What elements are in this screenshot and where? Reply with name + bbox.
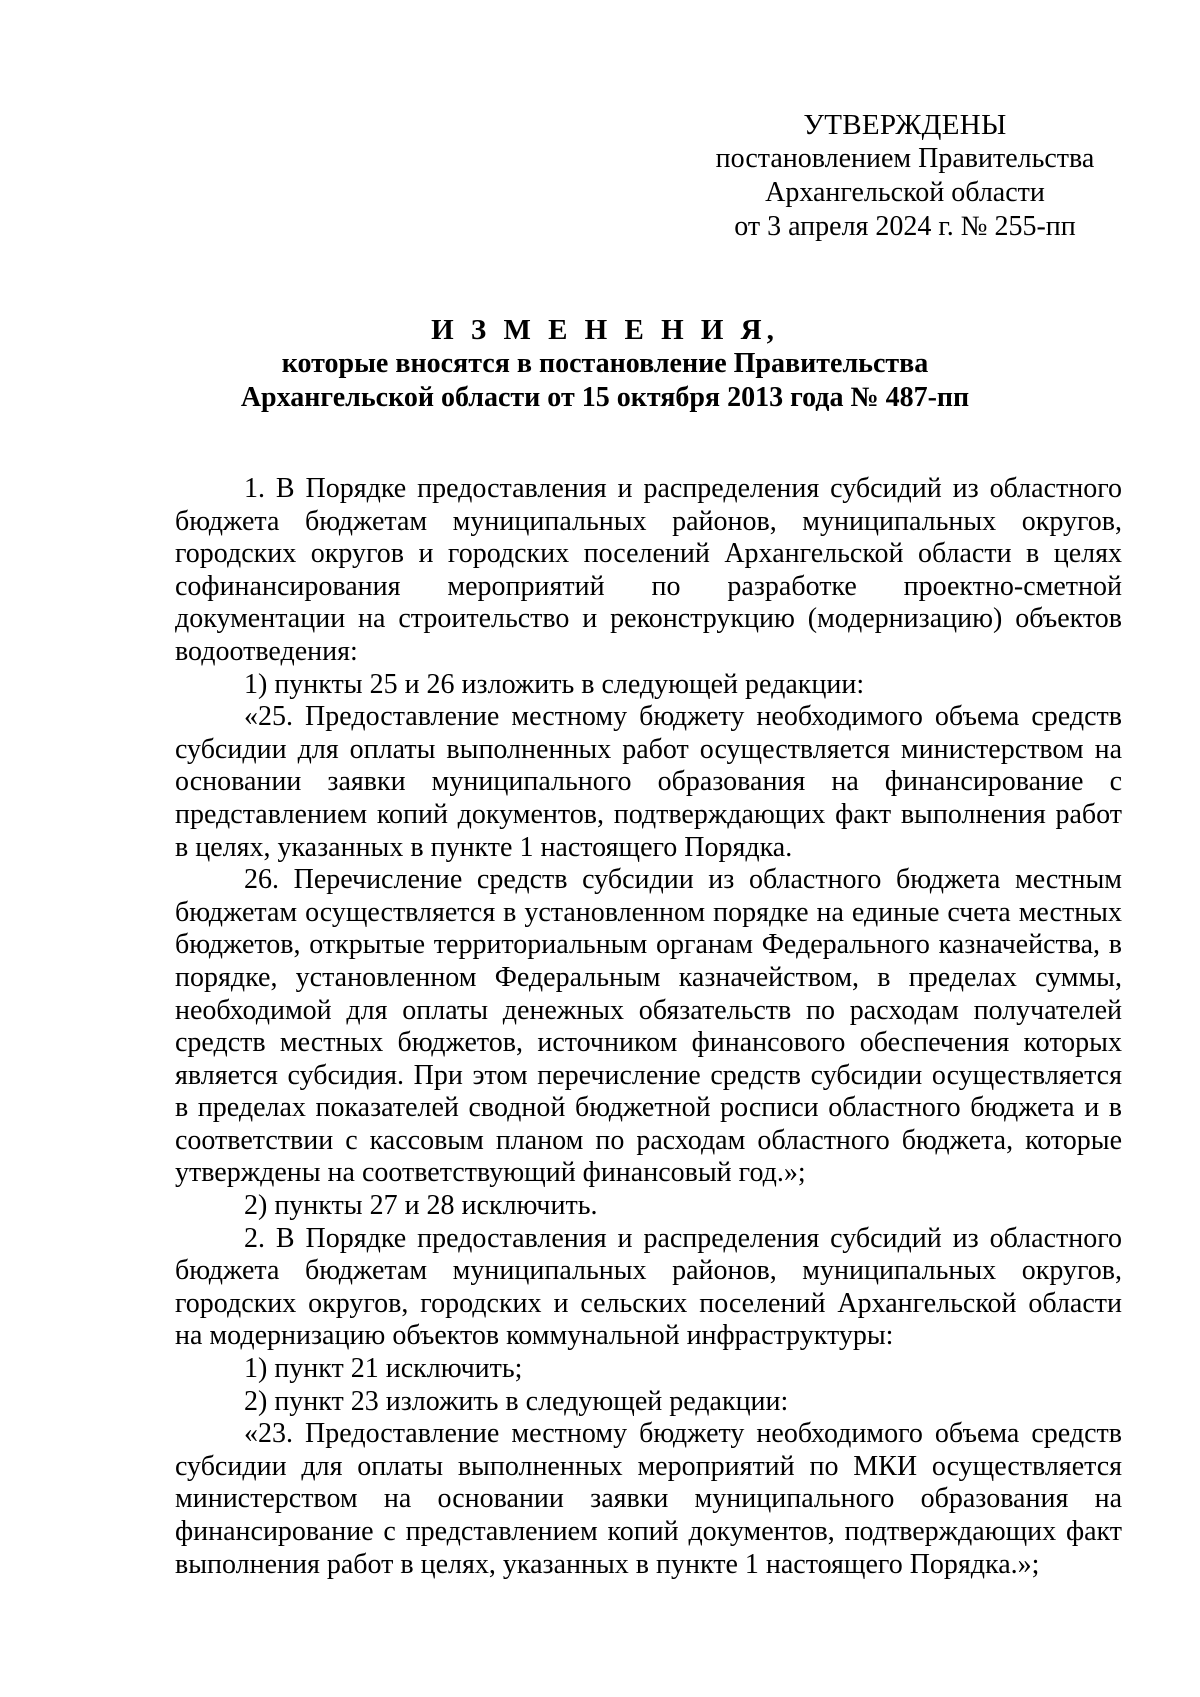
approval-title: УТВЕРЖДЕНЫ <box>803 109 1007 141</box>
heading-line-1: которые вносятся в постановление Правительства <box>281 348 929 379</box>
document-body <box>175 473 1122 1581</box>
paragraph-7: 1) пункт 21 исключить; <box>244 1353 523 1385</box>
paragraph-8: 2) пункт 23 изложить в следующей редакции: <box>244 1385 789 1417</box>
paragraph-9: «23. Предоставление местному бюджету необходимого объема средств субсидии для оплаты выполненных мероприятий по МКИ осуществляется министерством на основании заявки муниципального образования на финансирование с представлением копий документов, подтверждающих факт выполнения работ в целях, указанных в пункте 1 настоящего Порядка.»; <box>175 1418 1122 1580</box>
paragraph-2: 1) пункты 25 и 26 изложить в следующей редакции: <box>244 668 865 700</box>
approval-line-2: Архангельской области <box>765 177 1045 208</box>
paragraph-4: 26. Перечисление средств субсидии из областного бюджета местным бюджетам осуществляется в установленном порядке на единые счета местных бюджетов, открытые территориальным органам Федерального казначейства, в порядке, установленном Федеральным казначейством, в пределах суммы, необходимой для оплаты денежных обязательств по расходам получателей средств местных бюджетов, источником финансового обеспечения которых является субсидия. При этом перечисление средств субсидии осуществляется в пределах показателей сводной бюджетной росписи областного бюджета и в соответствии с кассовым планом по расходам областного бюджета, которые утверждены на соответствующий финансовый год.»; <box>175 864 1122 1189</box>
approval-block <box>700 108 1110 244</box>
paragraph-3: «25. Предоставление местному бюджету необходимого объема средств субсидии для оплаты выполненных работ осуществляется министерством на основании заявки муниципального образования на финансирование с представлением копий документов, подтверждающих факт выполнения работ в целях, указанных в пункте 1 настоящего Порядка. <box>175 701 1122 863</box>
document-heading <box>175 313 1035 415</box>
approval-line-1: постановлением Правительства <box>715 143 1095 174</box>
heading-line-2: Архангельской области от 15 октября 2013 года № 487-пп <box>240 382 970 413</box>
paragraph-6: 2. В Порядке предоставления и распределения субсидий из областного бюджета бюджетам муниципальных районов, муниципальных округов, городских округов, городских и сельских поселений Архангельской области на модернизацию объектов коммунальной инфраструктуры: <box>175 1222 1122 1352</box>
paragraph-5: 2) пункты 27 и 28 исключить. <box>244 1190 598 1222</box>
heading-title: И З М Е Н Е Н И Я, <box>431 314 779 346</box>
approval-line-3: от 3 апреля 2024 г. № 255-пп <box>734 211 1076 242</box>
paragraph-1: 1. В Порядке предоставления и распределения субсидий из областного бюджета бюджетам муниципальных районов, муниципальных округов, городских округов и городских поселений Архангельской области в целях софинансирования мероприятий по разработке проектно-сметной документации на строительство и реконструкцию (модернизацию) объектов водоотведения: <box>175 473 1122 667</box>
